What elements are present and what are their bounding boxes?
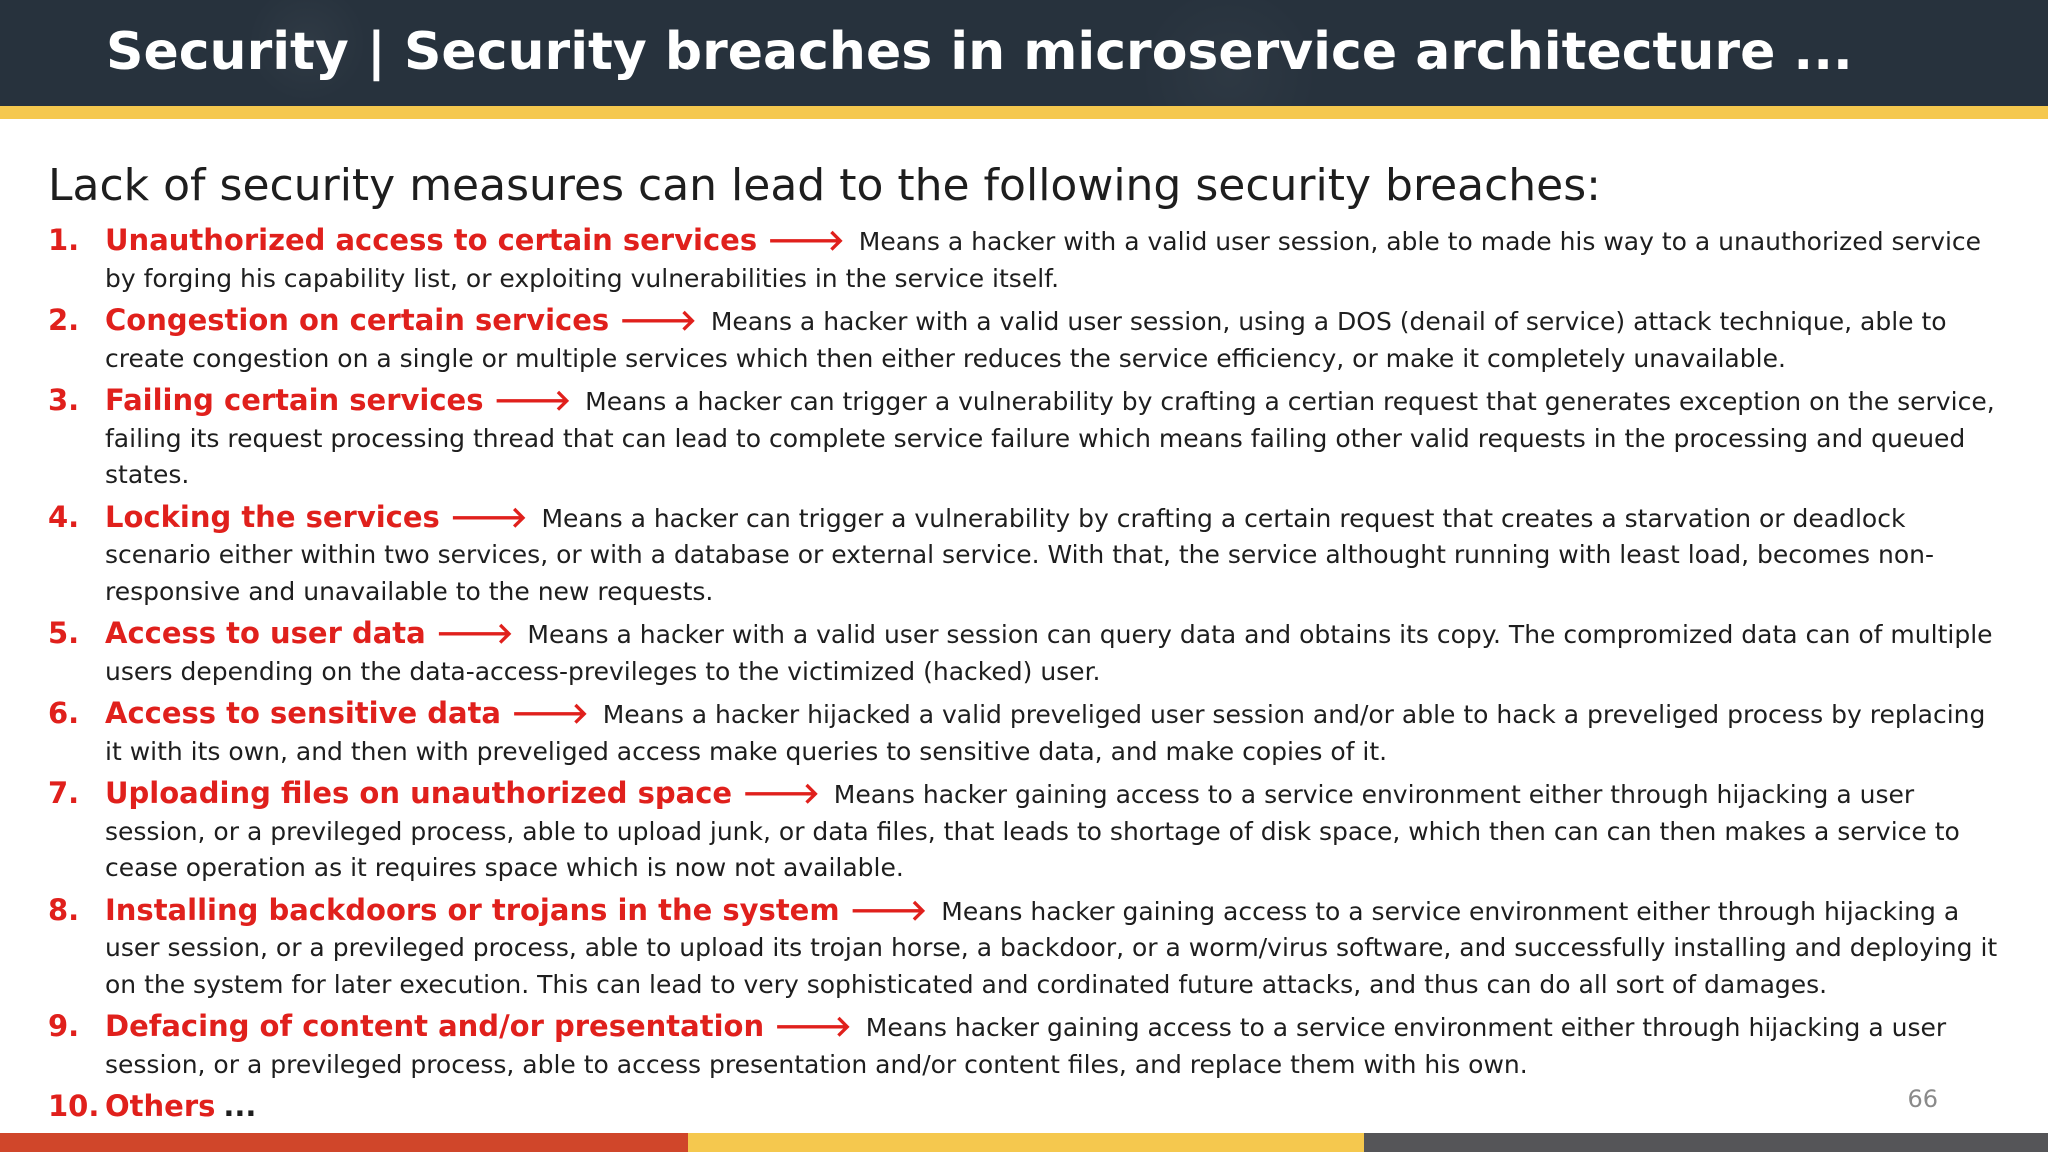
breach-description: Means a hacker can trigger a vulnerability by crafting a certian request that generates exception on the service, failing its request processing thread that can lead to complete service failure which means failing other valid requests in the processing and queued states. xyxy=(105,387,1995,489)
breach-title: Access to user data xyxy=(105,616,426,650)
intro-text: Lack of security measures can lead to the following security breaches: xyxy=(48,160,1601,211)
breach-description: Means a hacker can trigger a vulnerability by crafting a certain request that creates a starvation or deadlock scenario either within two services, or with a database or external service. With that, the service althought running with least load, becomes non-responsive and unavailable to the new requests. xyxy=(105,503,1935,606)
breach-item-congestion xyxy=(48,302,2008,377)
breach-item-sensitive-data xyxy=(48,695,2008,770)
breach-title: Failing certain services xyxy=(105,383,484,417)
breach-description: Means a hacker with a valid user session can query data and obtains its copy. The compromized data can of multiple users depending on the data-access-previleges to the victimized (hacked) user. xyxy=(105,620,1993,686)
breach-title: Congestion on certain services xyxy=(105,303,610,337)
breach-item-defacing xyxy=(48,1008,2008,1083)
breach-title: Defacing of content and/or presentation xyxy=(105,1009,765,1043)
slide-title: Security | Security breaches in microservice architecture ... xyxy=(106,22,1853,82)
breach-number: 4. xyxy=(48,499,80,534)
breach-description: Means hacker gaining access to a service environment either through hijacking a user session, or a previleged process, able to upload its trojan horse, a backdoor, or a worm/virus software, and successfully installing and deploying it on the system for later execution. This can lead to very sophisticated and cordinated future attacks, and thus can do all sort of damages. xyxy=(105,896,1998,999)
arrow-right-icon: 🡒 xyxy=(619,303,697,337)
breach-title: Access to sensitive data xyxy=(105,696,502,730)
arrow-right-icon: 🡒 xyxy=(493,383,572,417)
footer-bar-yellow xyxy=(688,1133,1364,1152)
breach-number: 1. xyxy=(48,223,80,257)
breach-title: Uploading files on unauthorized space xyxy=(105,776,733,810)
arrow-right-icon: 🡒 xyxy=(767,223,845,257)
breach-number: 6. xyxy=(48,696,80,730)
header-accent-stripe xyxy=(0,106,2048,119)
breach-item-others xyxy=(48,1088,2008,1127)
breach-number: 9. xyxy=(48,1009,80,1043)
breach-description: Means a hacker with a valid user session, using a DOS (denail of service) attack technique, able to create congestion on a single or multiple services which then either reduces the service efficiency, or make it completely unavailable. xyxy=(105,307,1947,373)
arrow-right-icon: 🡒 xyxy=(435,616,514,650)
breach-number: 2. xyxy=(48,303,80,337)
arrow-right-icon: 🡒 xyxy=(849,892,928,927)
breach-title: Locking the services xyxy=(105,499,440,534)
footer-bar-gray xyxy=(1364,1133,2048,1152)
breach-number: 7. xyxy=(48,776,80,810)
breach-item-uploading-files xyxy=(48,775,2008,887)
arrow-right-icon: 🡒 xyxy=(449,499,528,534)
breach-item-user-data xyxy=(48,615,2008,690)
breach-description: Means a hacker hijacked a valid preveliged user session and/or able to hack a preveliged process by replacing it with its own, and then with preveliged access make queries to sensitive data, and make copies of it. xyxy=(105,700,1986,766)
footer-bar-orange xyxy=(0,1133,688,1152)
title-bar xyxy=(0,0,2048,106)
breach-list xyxy=(48,222,2008,1127)
breach-item-backdoors-trojans xyxy=(48,892,2008,1004)
ellipsis: ... xyxy=(223,1089,257,1123)
breach-number: 3. xyxy=(48,383,80,417)
breach-title: Others xyxy=(105,1089,216,1123)
slide-content xyxy=(48,156,2008,1132)
arrow-right-icon: 🡒 xyxy=(774,1009,852,1043)
breach-description: Means a hacker with a valid user session, able to made his way to a unauthorized service by forging his capability list, or exploiting vulnerabilities in the service itself. xyxy=(105,227,1982,293)
breach-number: 10. xyxy=(48,1089,100,1123)
breach-title: Unauthorized access to certain services xyxy=(105,223,758,257)
breach-description: Means hacker gaining access to a service environment either through hijacking a user session, or a previleged process, able to upload junk, or data files, that leads to shortage of disk space, which then can can then makes a service to cease operation as it requires space which is now not available. xyxy=(105,780,1960,882)
breach-description: Means hacker gaining access to a service environment either through hijacking a user session, or a previleged process, able to access presentation and/or content files, and replace them with his own. xyxy=(105,1013,1947,1079)
breach-item-locking-services xyxy=(48,499,2008,611)
breach-number: 5. xyxy=(48,616,80,650)
breach-number: 8. xyxy=(48,892,80,927)
breach-item-failing-services xyxy=(48,382,2008,494)
arrow-right-icon: 🡒 xyxy=(510,696,589,730)
breach-item-unauthorized-access xyxy=(48,222,2008,297)
arrow-right-icon: 🡒 xyxy=(742,776,820,810)
breach-title: Installing backdoors or trojans in the system xyxy=(105,892,840,927)
page-number: 66 xyxy=(1907,1085,1938,1113)
